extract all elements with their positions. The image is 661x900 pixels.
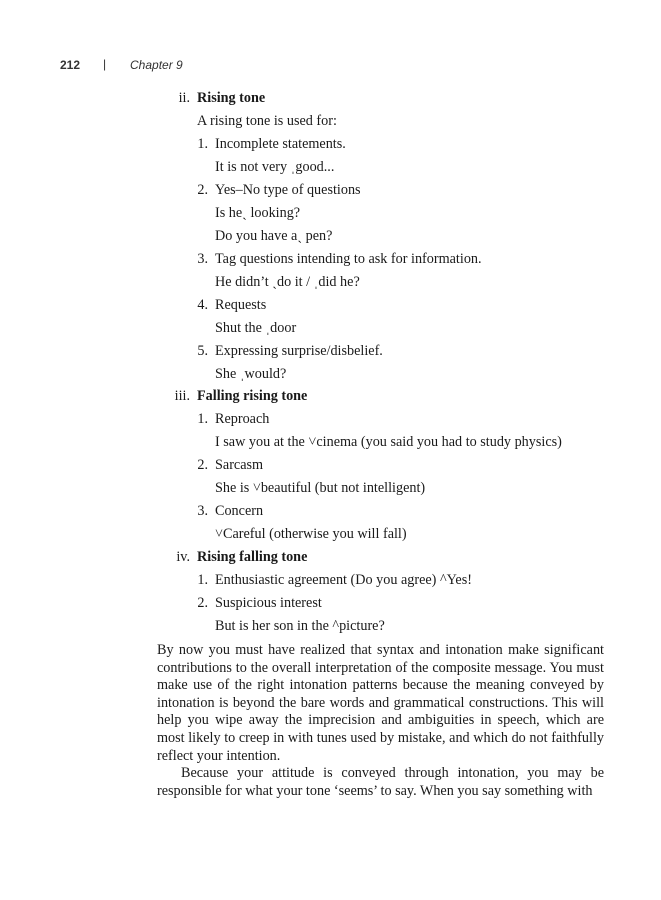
item-number: 3. <box>197 503 208 519</box>
item-number: 2. <box>197 457 208 473</box>
item-example: ˅Careful (otherwise you will fall) <box>215 526 407 542</box>
body-paragraph: Because your attitude is conveyed through intonation, you may be responsible for what your tone ‘seems’ to say. When you say something with <box>157 765 604 799</box>
item-number: 3. <box>197 251 208 267</box>
section-intro: A rising tone is used for: <box>197 113 337 129</box>
item-number: 1. <box>197 136 208 152</box>
item-number: 1. <box>197 572 208 588</box>
body-paragraph: By now you must have realized that syntax and intonation make significant contributions to the overall interpretation of the composite message. You must make use of the right intonation patterns because the meaning conveyed by intonation is beyond the bare words and grammatical constructions. This will help you wipe away the imprecision and ambiguities in speech, which are most likely to creep in with tunes used by mistake, and which do not faithfully reflect your intention. <box>157 642 604 764</box>
section-numeral: ii. <box>178 90 190 106</box>
item-example: She is ˅beautiful (but not intelligent) <box>215 480 426 496</box>
item-number: 4. <box>197 297 208 313</box>
item-example: Shut the ˌdoor <box>215 320 297 336</box>
item-text: Enthusiastic agreement (Do you agree) ^Yes! <box>215 572 472 588</box>
section-numeral: iii. <box>174 388 190 404</box>
item-text: Yes–No type of questions <box>215 182 361 198</box>
item-number: 2. <box>197 182 208 198</box>
item-example: Is heˎ looking? <box>215 205 301 221</box>
item-text: Expressing surprise/disbelief. <box>215 343 383 359</box>
body-text <box>157 642 604 800</box>
item-number: 5. <box>197 343 208 359</box>
section-numeral: iv. <box>176 549 190 565</box>
item-number: 1. <box>197 411 208 427</box>
item-text: Requests <box>215 297 267 313</box>
section-heading: Falling rising tone <box>197 388 308 404</box>
item-text: Tag questions intending to ask for information. <box>215 251 482 267</box>
item-text: Incomplete statements. <box>215 136 346 152</box>
item-example: She ˌwould? <box>215 366 287 382</box>
item-example: It is not very ˌgood... <box>215 159 335 175</box>
item-text: Sarcasm <box>215 457 264 473</box>
item-example: I saw you at the ˅cinema (you said you had to study physics) <box>215 434 562 450</box>
item-text: Suspicious interest <box>215 595 322 611</box>
item-text: Concern <box>215 503 264 519</box>
item-example: He didn’t ˎdo it / ˌdid he? <box>215 274 360 290</box>
item-text: Reproach <box>215 411 270 427</box>
item-example: Do you have aˎ pen? <box>215 228 333 244</box>
chapter-label: Chapter 9 <box>130 58 183 72</box>
section-heading: Rising falling tone <box>197 549 308 565</box>
item-number: 2. <box>197 595 208 611</box>
item-example: But is her son in the ^picture? <box>215 618 385 634</box>
page-number: 212 <box>60 58 81 72</box>
header-separator: | <box>103 57 107 71</box>
section-heading: Rising tone <box>197 90 266 106</box>
